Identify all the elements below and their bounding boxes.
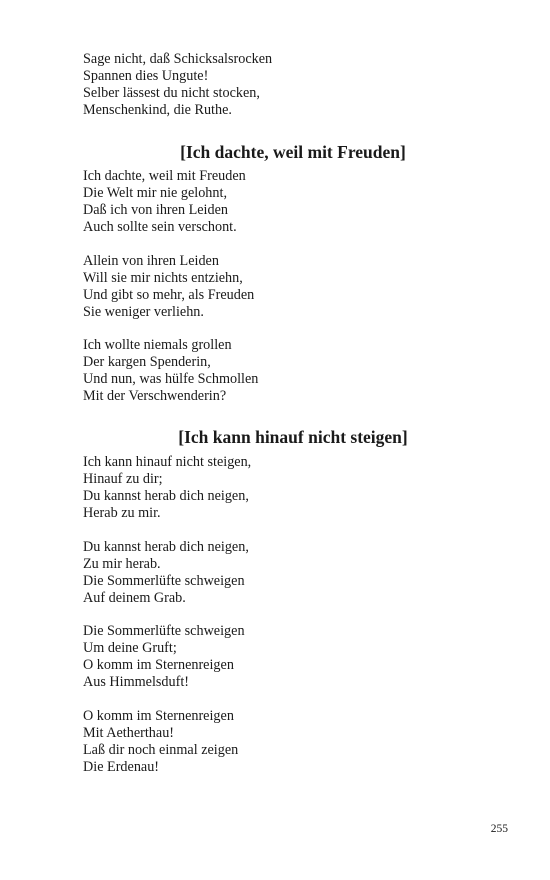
verse-line: Daß ich von ihren Leiden <box>83 202 228 218</box>
poem-body <box>83 454 503 792</box>
verse-line: Menschenkind, die Ruthe. <box>83 102 232 118</box>
verse-line: Will sie mir nichts entziehn, <box>83 269 243 286</box>
verse-line: Ich dachte, weil mit Freuden <box>83 168 246 184</box>
verse-line: Du kannst herab dich neigen, <box>83 488 249 504</box>
verse-line: Und nun, was hülfe Schmollen <box>83 371 259 387</box>
stanza <box>83 337 503 405</box>
poem-title: [Ich dachte, weil mit Freuden] <box>180 142 406 162</box>
verse-line: Sage nicht, daß Schicksalsrocken <box>83 51 273 67</box>
verse-line: Die Sommerlüfte schweigen <box>83 623 245 639</box>
verse-line: Der kargen Spenderin, <box>83 354 211 370</box>
verse-line: Herab zu mir. <box>83 505 161 521</box>
verse-line: Mit der Verschwenderin? <box>83 388 227 404</box>
verse-line: Ich wollte niemals grollen <box>83 337 232 353</box>
verse-line: Allein von ihren Leiden <box>83 252 219 269</box>
verse-line: Und gibt so mehr, als Freuden <box>83 286 255 303</box>
stanza <box>83 454 503 522</box>
page-number: 255 <box>490 823 508 835</box>
verse-line: Auch sollte sein verschont. <box>83 219 237 235</box>
verse-line: Mit Aetherthau! <box>83 724 175 741</box>
verse-line: O komm im Sternenreigen <box>83 657 234 673</box>
verse-line: Du kannst herab dich neigen, <box>83 538 249 555</box>
verse-line: Die Erdenau! <box>83 758 160 775</box>
verse-line: Zu mir herab. <box>83 555 161 572</box>
verse-line: Selber lässest du nicht stocken, <box>83 85 260 101</box>
verse-line: Um deine Gruft; <box>83 640 177 656</box>
verse-line: Auf deinem Grab. <box>83 589 186 606</box>
verse-line: O komm im Sternenreigen <box>83 707 234 724</box>
stanza <box>83 623 503 691</box>
stanza <box>83 253 503 321</box>
stanza <box>83 168 503 236</box>
verse-line: Die Welt mir nie gelohnt, <box>83 185 227 201</box>
verse-line: Aus Himmelsduft! <box>83 674 190 690</box>
verse-line: Laß dir noch einmal zeigen <box>83 741 239 758</box>
verse-line: Die Sommerlüfte schweigen <box>83 572 245 589</box>
verse-line: Spannen dies Ungute! <box>83 68 209 84</box>
poem-fragment <box>83 51 503 119</box>
stanza <box>83 539 503 607</box>
poem-body <box>83 168 503 422</box>
poem-title: [Ich kann hinauf nicht steigen] <box>178 427 408 447</box>
verse-line: Sie weniger verliehn. <box>83 303 204 320</box>
verse-line: Ich kann hinauf nicht steigen, <box>83 454 252 470</box>
verse-line: Hinauf zu dir; <box>83 471 163 487</box>
stanza <box>83 708 503 776</box>
